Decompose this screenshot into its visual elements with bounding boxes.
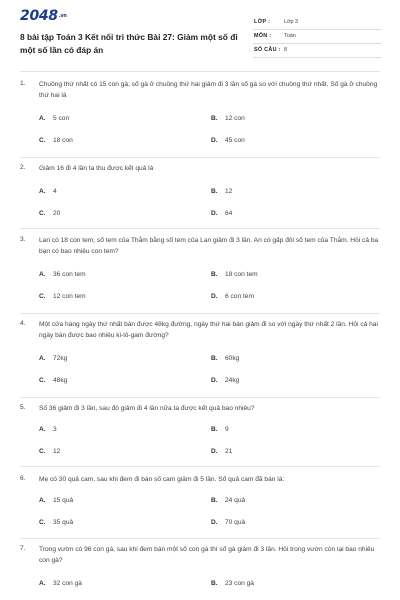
option-b[interactable]: B. 12 [211, 188, 233, 195]
meta-grade-row [253, 15, 381, 30]
option-a[interactable]: A. 36 con tem [39, 271, 86, 278]
option-b[interactable]: B. 23 con gà [211, 580, 254, 587]
option-c[interactable]: C. 48kg [39, 377, 68, 384]
option-d[interactable]: D. 21 [211, 448, 233, 455]
question-3 [20, 236, 380, 316]
option-b[interactable]: B. 60kg [211, 355, 240, 362]
option-d[interactable]: D. 70 quả [211, 519, 246, 526]
option-b[interactable]: B. 12 con [211, 115, 245, 122]
option-d[interactable]: D. 6 con tem [211, 293, 254, 300]
divider [20, 313, 380, 314]
question-text: Trong vườn có 96 con gà, sau khi đem bán một số con gà thì số gà giảm đi 3 lần. Hỏi trong vườn còn lại bao nhiêu con gà? [39, 546, 375, 564]
option-b[interactable]: B. 24 quả [211, 497, 246, 504]
site-logo[interactable] [20, 8, 67, 24]
question-number: 2. [20, 164, 26, 171]
question-1 [20, 80, 380, 165]
option-a[interactable]: A. 32 con gà [39, 580, 82, 587]
option-a[interactable]: A. 4 [39, 188, 57, 195]
option-c[interactable]: C. 35 quả [39, 519, 74, 526]
divider [20, 157, 380, 158]
logo-text: 2048 [20, 8, 58, 24]
question-number: 1. [20, 80, 26, 87]
question-4 [20, 320, 380, 400]
option-a[interactable]: A. 3 [39, 426, 57, 433]
meta-grade-key: LỚP : [254, 19, 271, 25]
option-c[interactable]: C. 12 con tem [39, 293, 86, 300]
divider [20, 538, 380, 539]
option-b[interactable]: B. 9 [211, 426, 229, 433]
option-d[interactable]: D. 45 con [211, 137, 245, 144]
option-c[interactable]: C. 12 [39, 448, 61, 455]
question-number: 7. [20, 545, 26, 552]
question-text: Giảm 16 đi 4 lần ta thu được kết quả là [39, 165, 154, 172]
question-text: Lan có 18 con tem, số tem của Thắm bằng số tem của Lan giảm đi 3 lần. An có gấp đôi số tem của Thắm. Hỏi cả ba bạn có bao nhiêu con tem? [39, 237, 379, 255]
option-d[interactable]: D. 24kg [211, 377, 240, 384]
question-6 [20, 475, 380, 540]
page-title: 8 bài tập Toán 3 Kết nối tri thức Bài 27: Giảm một số đi một số lần có đáp án [20, 32, 238, 55]
option-d[interactable]: D. 64 [211, 210, 233, 217]
logo-tld: .vn [58, 13, 67, 19]
question-number: 3. [20, 236, 26, 243]
question-number: 5. [20, 404, 26, 411]
divider [20, 397, 380, 398]
question-number: 6. [20, 475, 26, 482]
option-c[interactable]: C. 18 con [39, 137, 73, 144]
question-text: Một cửa hàng ngày thứ nhất bán được 48kg đường, ngày thứ hai bán giảm đi so với ngày thứ nhất 2 lần. Hỏi cả hai ngày bán được bao nhiêu ki-lô-gam đường? [39, 321, 378, 339]
option-a[interactable]: A. 72kg [39, 355, 68, 362]
question-text: Mẹ có 30 quả cam, sau khi đem đi bán số cam giảm đi 5 lần. Số quả cam đã bán là: [39, 476, 285, 483]
option-c[interactable]: C. 20 [39, 210, 61, 217]
divider [20, 466, 380, 467]
question-7 [20, 545, 380, 600]
meta-subject-row [253, 29, 381, 44]
meta-grade-value: Lớp 3 [284, 19, 299, 25]
meta-count-value: 8 [284, 47, 287, 53]
divider [20, 228, 380, 229]
option-b[interactable]: B. 18 con tem [211, 271, 258, 278]
option-a[interactable]: A. 5 con [39, 115, 70, 122]
meta-subject-key: MÔN : [254, 33, 272, 39]
question-text: Số 36 giảm đi 3 lần, sau đó giảm đi 4 lần nữa ta được kết quả bao nhiêu? [39, 405, 255, 412]
question-2 [20, 164, 380, 229]
question-5 [20, 404, 380, 469]
question-text: Chuồng thứ nhất có 15 con gà, số gà ở chuồng thứ hai giảm đi 3 lần số gà so với chuồng thứ nhất. Số gà ở chuồng thứ hai là [39, 81, 378, 99]
meta-count-row [253, 43, 381, 58]
divider [20, 71, 380, 72]
question-number: 4. [20, 320, 26, 327]
meta-count-key: SỐ CÂU : [254, 47, 281, 53]
meta-subject-value: Toán [284, 33, 296, 39]
option-a[interactable]: A. 15 quả [39, 497, 74, 504]
